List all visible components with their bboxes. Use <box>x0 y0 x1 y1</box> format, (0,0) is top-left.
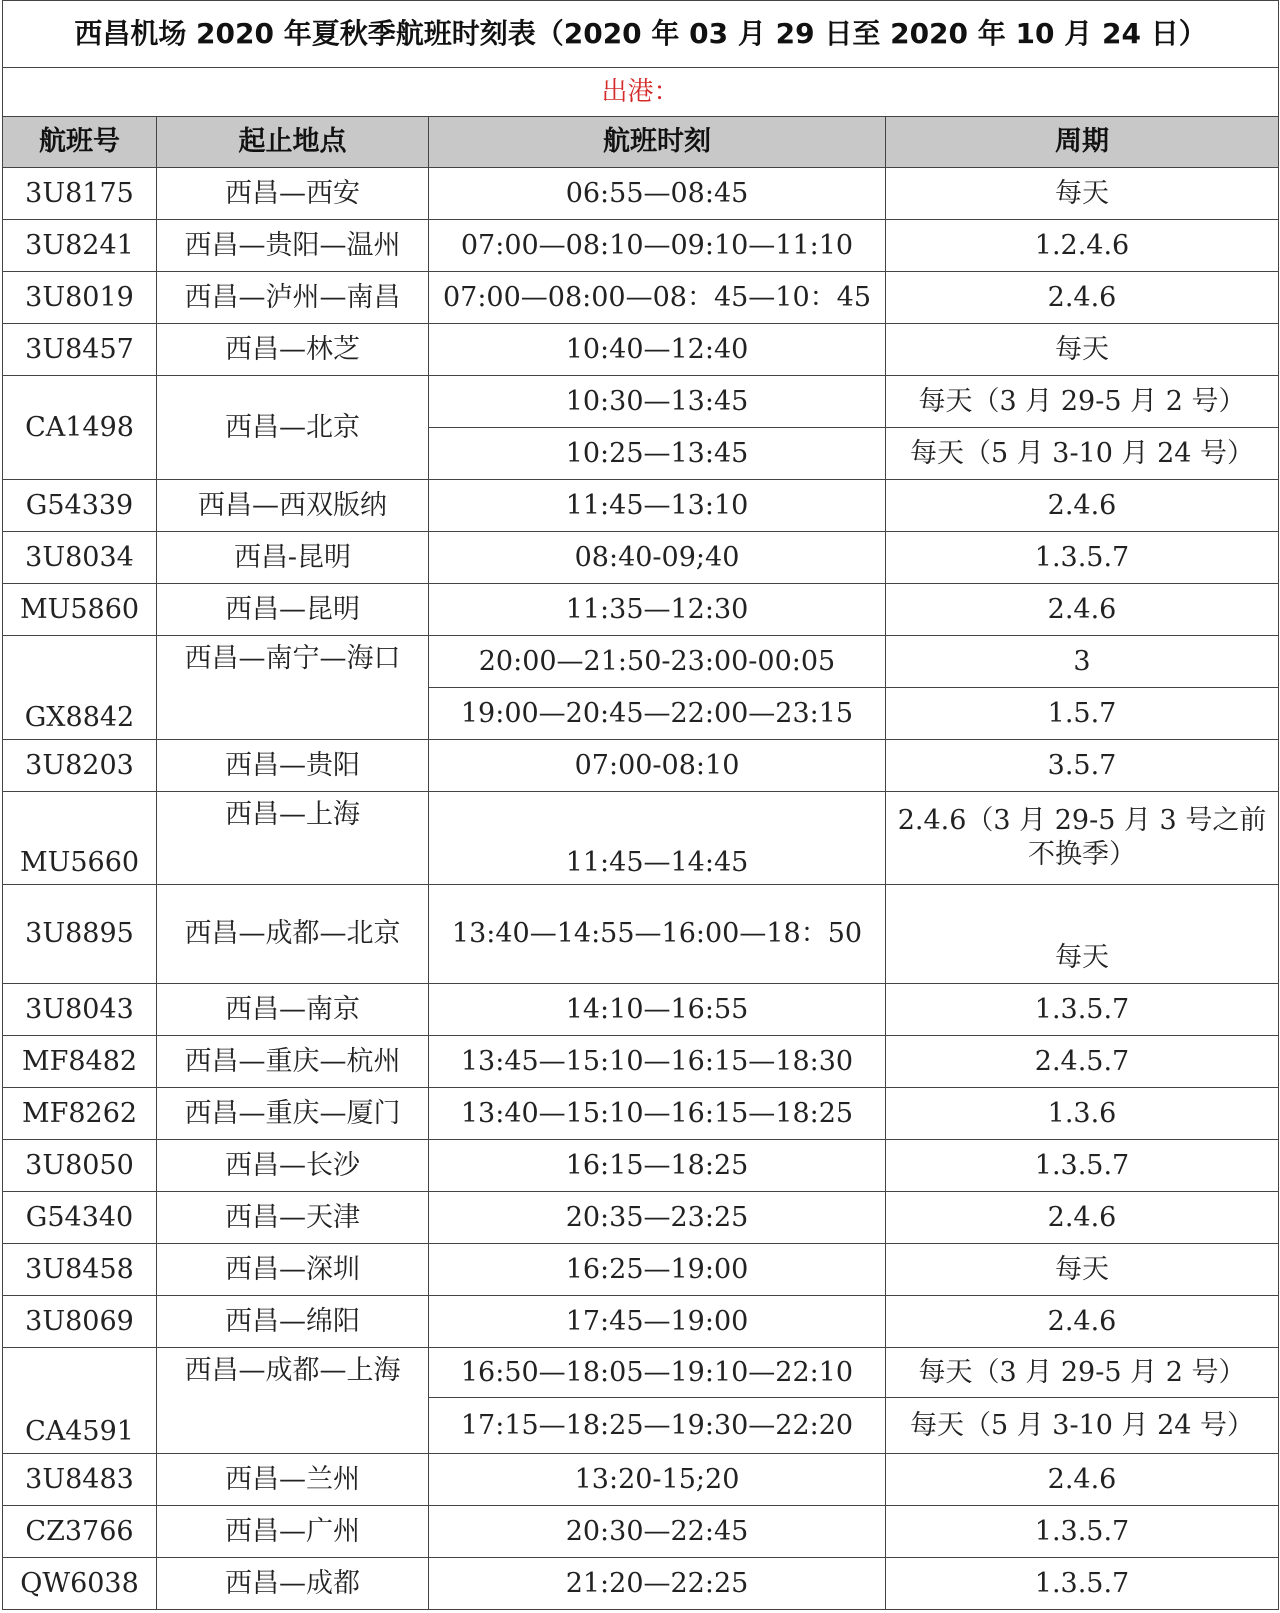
flight-time: 20:00—21:50-23:00-00:05 <box>429 636 886 688</box>
route: 西昌—泸州—南昌 <box>157 272 429 324</box>
flight-number: 3U8895 <box>3 885 157 984</box>
flight-time: 11:45—14:45 <box>429 792 886 885</box>
flight-time: 13:20-15;20 <box>429 1454 886 1506</box>
header-row <box>3 117 1279 168</box>
route: 西昌—成都 <box>157 1558 429 1610</box>
flight-number: MF8482 <box>3 1036 157 1088</box>
table-row <box>3 1296 1279 1348</box>
flight-time: 11:35—12:30 <box>429 584 886 636</box>
flight-number: 3U8175 <box>3 168 157 220</box>
operating-days: 1.3.5.7 <box>886 984 1279 1036</box>
operating-days: 1.3.5.7 <box>886 1506 1279 1558</box>
route: 西昌—南京 <box>157 984 429 1036</box>
route: 西昌—昆明 <box>157 584 429 636</box>
operating-days: 每天（5 月 3-10 月 24 号） <box>886 428 1279 480</box>
table-row <box>3 1558 1279 1610</box>
operating-days: 2.4.6 <box>886 1454 1279 1506</box>
table-row <box>3 1506 1279 1558</box>
header-route: 起止地点 <box>157 117 429 168</box>
table-row <box>3 740 1279 792</box>
route: 西昌—天津 <box>157 1192 429 1244</box>
route: 西昌—贵阳—温州 <box>157 220 429 272</box>
flight-time: 08:40-09;40 <box>429 532 886 584</box>
flight-schedule-table <box>2 0 1279 1610</box>
section-row <box>3 68 1279 117</box>
title-row <box>3 1 1279 68</box>
operating-days: 1.3.5.7 <box>886 532 1279 584</box>
operating-days: 2.4.6（3 月 29-5 月 3 号之前不换季） <box>886 792 1279 885</box>
flight-time: 07:00-08:10 <box>429 740 886 792</box>
table-row <box>3 376 1279 428</box>
table-row <box>3 584 1279 636</box>
flight-number: MU5660 <box>3 792 157 885</box>
flight-number: QW6038 <box>3 1558 157 1610</box>
table-row <box>3 1192 1279 1244</box>
flight-time: 10:25—13:45 <box>429 428 886 480</box>
table-row <box>3 1348 1279 1398</box>
route: 西昌—深圳 <box>157 1244 429 1296</box>
flight-time: 19:00—20:45—22:00—23:15 <box>429 688 886 740</box>
flight-number: GX8842 <box>3 636 157 740</box>
operating-days: 2.4.6 <box>886 1192 1279 1244</box>
operating-days: 2.4.5.7 <box>886 1036 1279 1088</box>
table-row <box>3 168 1279 220</box>
flight-number: 3U8050 <box>3 1140 157 1192</box>
route: 西昌—北京 <box>157 376 429 480</box>
flight-number: 3U8069 <box>3 1296 157 1348</box>
flight-number: G54340 <box>3 1192 157 1244</box>
route: 西昌—重庆—杭州 <box>157 1036 429 1088</box>
operating-days: 每天 <box>886 324 1279 376</box>
flight-time: 20:35—23:25 <box>429 1192 886 1244</box>
operating-days: 2.4.6 <box>886 584 1279 636</box>
flight-time: 20:30—22:45 <box>429 1506 886 1558</box>
flight-time: 16:15—18:25 <box>429 1140 886 1192</box>
flight-number: MF8262 <box>3 1088 157 1140</box>
flight-number: 3U8457 <box>3 324 157 376</box>
header-days: 周期 <box>886 117 1279 168</box>
section-label: 出港： <box>3 68 1279 117</box>
operating-days: 1.3.6 <box>886 1088 1279 1140</box>
flight-time: 10:30—13:45 <box>429 376 886 428</box>
page-title: 西昌机场 2020 年夏秋季航班时刻表（2020 年 03 月 29 日至 2020 年 10 月 24 日） <box>3 1 1279 68</box>
table-row <box>3 792 1279 885</box>
flight-number: MU5860 <box>3 584 157 636</box>
flight-number: 3U8043 <box>3 984 157 1036</box>
flight-time: 11:45—13:10 <box>429 480 886 532</box>
route: 西昌—成都—北京 <box>157 885 429 984</box>
route: 西昌-昆明 <box>157 532 429 584</box>
table-row <box>3 1140 1279 1192</box>
operating-days: 每天 <box>886 168 1279 220</box>
route: 西昌—广州 <box>157 1506 429 1558</box>
operating-days: 2.4.6 <box>886 272 1279 324</box>
table-row <box>3 480 1279 532</box>
route: 西昌—南宁—海口 <box>157 636 429 740</box>
table-row <box>3 885 1279 984</box>
flight-number: 3U8458 <box>3 1244 157 1296</box>
flight-time: 06:55—08:45 <box>429 168 886 220</box>
flight-time: 21:20—22:25 <box>429 1558 886 1610</box>
route: 西昌—兰州 <box>157 1454 429 1506</box>
flight-time: 14:10—16:55 <box>429 984 886 1036</box>
route: 西昌—上海 <box>157 792 429 885</box>
operating-days: 3 <box>886 636 1279 688</box>
route: 西昌—西安 <box>157 168 429 220</box>
table-row <box>3 532 1279 584</box>
table-row <box>3 220 1279 272</box>
route: 西昌—重庆—厦门 <box>157 1088 429 1140</box>
operating-days: 每天 <box>886 1244 1279 1296</box>
operating-days: 每天（3 月 29-5 月 2 号） <box>886 376 1279 428</box>
operating-days: 1.3.5.7 <box>886 1558 1279 1610</box>
operating-days: 每天（3 月 29-5 月 2 号） <box>886 1348 1279 1398</box>
flight-number: CA1498 <box>3 376 157 480</box>
flight-time: 13:40—15:10—16:15—18:25 <box>429 1088 886 1140</box>
route: 西昌—贵阳 <box>157 740 429 792</box>
flight-time: 17:15—18:25—19:30—22:20 <box>429 1398 886 1454</box>
operating-days: 1.3.5.7 <box>886 1140 1279 1192</box>
operating-days: 3.5.7 <box>886 740 1279 792</box>
table-row <box>3 1454 1279 1506</box>
operating-days: 1.5.7 <box>886 688 1279 740</box>
table-row <box>3 636 1279 688</box>
header-time: 航班时刻 <box>429 117 886 168</box>
flight-number: CZ3766 <box>3 1506 157 1558</box>
route: 西昌—西双版纳 <box>157 480 429 532</box>
route: 西昌—成都—上海 <box>157 1348 429 1454</box>
table-row <box>3 1036 1279 1088</box>
table-row <box>3 272 1279 324</box>
flight-time: 07:00—08:10—09:10—11:10 <box>429 220 886 272</box>
route: 西昌—林芝 <box>157 324 429 376</box>
table-row <box>3 1244 1279 1296</box>
header-flight-number: 航班号 <box>3 117 157 168</box>
table-row <box>3 324 1279 376</box>
flight-time: 10:40—12:40 <box>429 324 886 376</box>
flight-time: 16:25—19:00 <box>429 1244 886 1296</box>
flight-number: CA4591 <box>3 1348 157 1454</box>
operating-days: 每天（5 月 3-10 月 24 号） <box>886 1398 1279 1454</box>
route: 西昌—长沙 <box>157 1140 429 1192</box>
flight-number: 3U8483 <box>3 1454 157 1506</box>
flight-number: 3U8019 <box>3 272 157 324</box>
flight-time: 07:00—08:00—08：45—10：45 <box>429 272 886 324</box>
flight-time: 17:45—19:00 <box>429 1296 886 1348</box>
flight-time: 13:45—15:10—16:15—18:30 <box>429 1036 886 1088</box>
flight-number: 3U8034 <box>3 532 157 584</box>
flight-time: 13:40—14:55—16:00—18：50 <box>429 885 886 984</box>
flight-number: 3U8241 <box>3 220 157 272</box>
flight-time: 16:50—18:05—19:10—22:10 <box>429 1348 886 1398</box>
table-row <box>3 1088 1279 1140</box>
operating-days: 1.2.4.6 <box>886 220 1279 272</box>
route: 西昌—绵阳 <box>157 1296 429 1348</box>
table-row <box>3 984 1279 1036</box>
operating-days: 每天 <box>886 885 1279 984</box>
operating-days: 2.4.6 <box>886 480 1279 532</box>
flight-number: G54339 <box>3 480 157 532</box>
flight-number: 3U8203 <box>3 740 157 792</box>
operating-days: 2.4.6 <box>886 1296 1279 1348</box>
